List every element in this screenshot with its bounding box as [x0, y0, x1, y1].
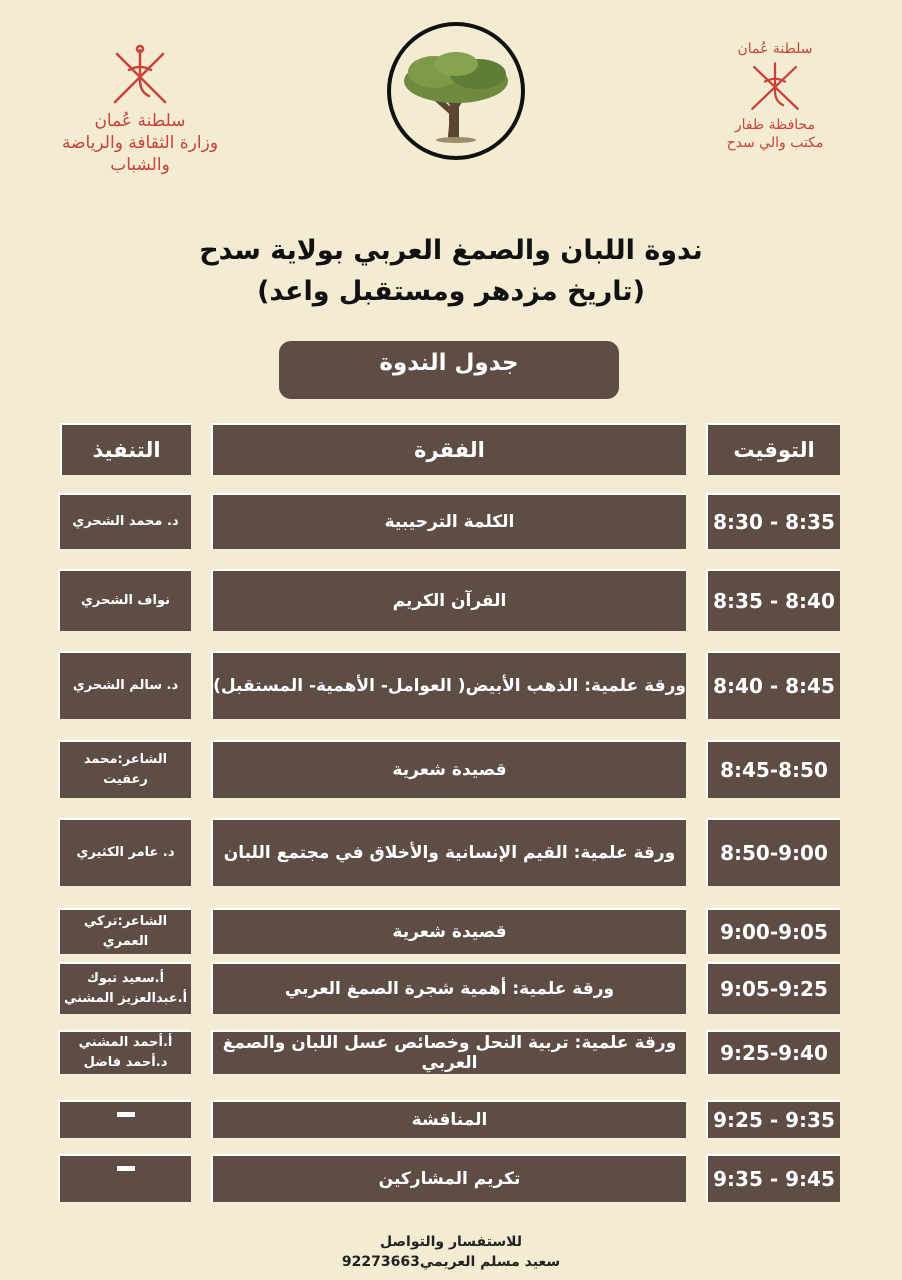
contact-name: سعيد مسلم العريمي — [419, 1254, 561, 1270]
contact-line — [0, 1254, 902, 1270]
row-time: 9:25-9:40 — [706, 1030, 840, 1074]
right-logo-line3: مكتب والي سدح — [726, 135, 824, 151]
performer-name: أ.عبدالعزيز المشني — [63, 991, 188, 1006]
row-performer — [58, 908, 191, 954]
row-item: قصيدة شعرية — [211, 908, 686, 954]
contact-label: للاستفسار والتواصل — [380, 1234, 522, 1250]
row-time: 8:35 - 8:40 — [706, 569, 840, 631]
contact-phone: 92273663 — [341, 1254, 420, 1270]
tree-icon — [396, 36, 516, 146]
tree-logo — [387, 22, 525, 160]
row-time: 9:25 - 9:35 — [706, 1100, 840, 1138]
ministry-logo — [50, 40, 230, 180]
right-logo-line2: محافظة ظفار — [734, 117, 816, 133]
page-title: ندوة اللبان والصمغ العربي بولاية سدح — [199, 235, 703, 266]
row-performer — [58, 651, 191, 719]
khanjar-emblem-icon — [743, 58, 807, 116]
performer-name: د.أحمد فاضل — [83, 1055, 168, 1070]
row-item: ورقة علمية: أهمية شجرة الصمغ العربي — [211, 962, 686, 1014]
row-item: ورقة علمية: تربية النحل وخصائص عسل اللبان والصمغ العربي — [211, 1030, 686, 1074]
performer-name: نواف الشحري — [80, 593, 171, 608]
right-logo-line1: سلطنة عُمان — [737, 41, 813, 57]
row-item: الكلمة الترحيبية — [211, 493, 686, 549]
row-time: 9:35 - 9:45 — [706, 1154, 840, 1202]
row-performer — [58, 569, 191, 631]
performer-name: د. محمد الشحري — [72, 514, 179, 529]
row-performer — [58, 818, 191, 886]
schedule-heading: جدول الندوة — [279, 341, 619, 399]
row-performer — [58, 1154, 191, 1202]
performer-name: أ.أحمد المشني — [78, 1035, 173, 1050]
dash-icon — [117, 1166, 135, 1171]
row-time: 9:05-9:25 — [706, 962, 840, 1014]
performer-name: الشاعر:تركي العمري — [83, 914, 168, 949]
row-time: 8:40 - 8:45 — [706, 651, 840, 719]
row-performer — [58, 740, 191, 798]
row-item: تكريم المشاركين — [211, 1154, 686, 1202]
row-time: 8:45-8:50 — [706, 740, 840, 798]
header-item: الفقرة — [211, 423, 686, 475]
ministry-name-line2: وزارة الثقافة والرياضة والشباب — [61, 133, 219, 175]
row-performer — [58, 493, 191, 549]
row-performer — [58, 1030, 191, 1074]
row-time: 8:30 - 8:35 — [706, 493, 840, 549]
performer-name: د. سالم الشحري — [72, 678, 179, 693]
row-time: 9:00-9:05 — [706, 908, 840, 954]
row-performer — [58, 1100, 191, 1138]
row-performer — [58, 962, 191, 1014]
row-item: ورقة علمية: الذهب الأبيض( العوامل- الأهمية- المستقبل) — [211, 651, 686, 719]
row-time: 8:50-9:00 — [706, 818, 840, 886]
row-item: ورقة علمية: القيم الإنسانية والأخلاق في مجتمع اللبان — [211, 818, 686, 886]
header-time: التوقيت — [706, 423, 840, 475]
page-subtitle: (تاريخ مزدهر ومستقبل واعد) — [257, 276, 645, 307]
dash-icon — [117, 1112, 135, 1117]
performer-name: د. عامر الكثيري — [76, 845, 175, 860]
performer-name: أ.سعيد تبوك — [86, 971, 165, 986]
dhofar-governorate-logo — [720, 40, 830, 170]
ministry-name-line1: سلطنة عُمان — [94, 111, 186, 131]
khanjar-emblem-icon — [105, 40, 175, 110]
row-item: المناقشة — [211, 1100, 686, 1138]
row-item: قصيدة شعرية — [211, 740, 686, 798]
row-item: القرآن الكريم — [211, 569, 686, 631]
header-performer: التنفيذ — [60, 423, 191, 475]
performer-name: الشاعر:محمد رعفيت — [83, 752, 168, 787]
